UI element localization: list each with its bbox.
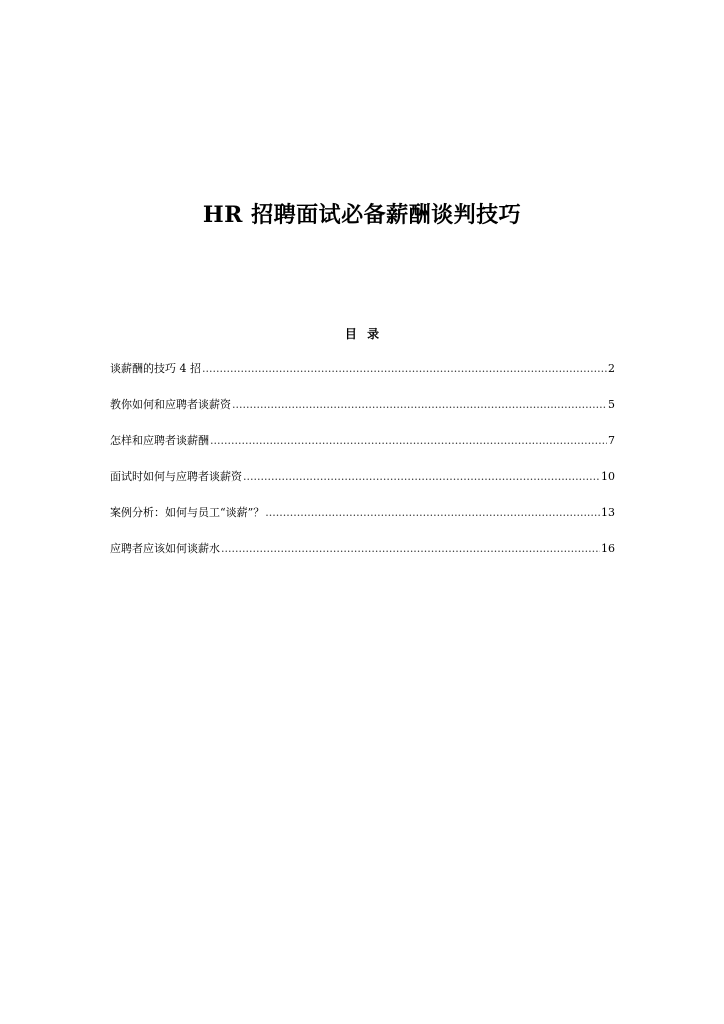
toc-entry-page-number: 5 <box>608 398 615 411</box>
toc-entry[interactable] <box>110 396 615 432</box>
toc-entry-page-number: 2 <box>608 362 615 375</box>
toc-entry-label: 案例分析：如何与员工“谈薪”？ <box>110 506 265 519</box>
toc-entry-page-number: 10 <box>601 470 615 483</box>
toc-entry-label: 面试时如何与应聘者谈薪资 <box>110 470 242 483</box>
toc-dot-leader <box>221 540 600 558</box>
toc-entry[interactable] <box>110 432 615 468</box>
table-of-contents <box>110 360 615 576</box>
toc-dot-leader <box>210 432 607 450</box>
toc-entry-label: 教你如何和应聘者谈薪资 <box>110 398 231 411</box>
toc-dot-leader <box>202 360 607 378</box>
toc-dot-leader <box>265 504 600 522</box>
toc-entry[interactable] <box>110 540 615 576</box>
toc-entry-page-number: 16 <box>601 542 615 555</box>
toc-entry[interactable] <box>110 468 615 504</box>
toc-heading: 目 录 <box>344 327 380 341</box>
toc-entry-page-number: 7 <box>608 434 615 447</box>
toc-entry-label: 谈薪酬的技巧 4 招 <box>110 362 201 375</box>
toc-entry-page-number: 13 <box>601 506 615 519</box>
toc-entry-label: 怎样和应聘者谈薪酬 <box>110 434 209 447</box>
document-title: HR 招聘面试必备薪酬谈判技巧 <box>202 202 522 228</box>
toc-dot-leader <box>232 396 607 414</box>
toc-entry[interactable] <box>110 360 615 396</box>
toc-entry-label: 应聘者应该如何谈薪水 <box>110 542 220 555</box>
toc-dot-leader <box>243 468 600 486</box>
toc-entry[interactable] <box>110 504 615 540</box>
